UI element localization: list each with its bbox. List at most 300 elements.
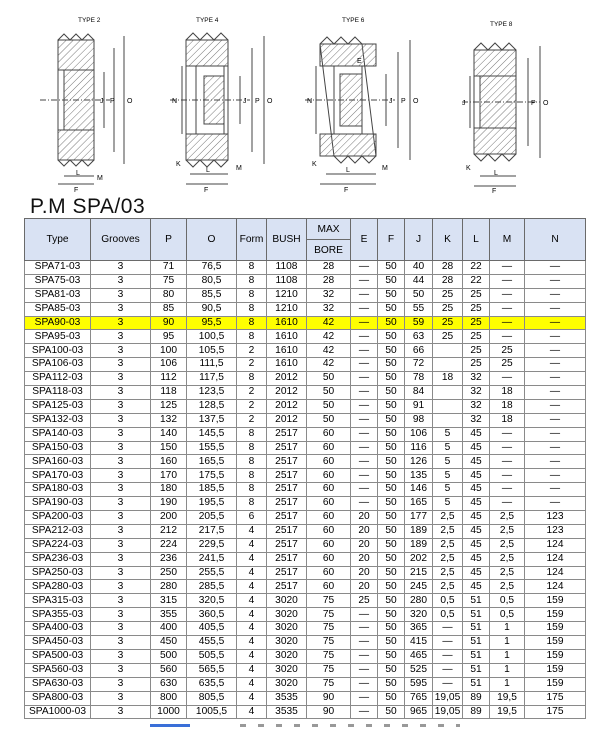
table-cell: 45 (463, 538, 490, 552)
table-cell: — (490, 302, 525, 316)
table-cell: 117,5 (187, 372, 237, 386)
table-cell: — (351, 469, 378, 483)
table-cell: — (525, 358, 586, 372)
table-cell: 2517 (267, 566, 307, 580)
table-cell: 32 (463, 386, 490, 400)
table-cell: 25 (463, 302, 490, 316)
table-cell: 50 (307, 386, 351, 400)
table-cell: 8 (237, 288, 267, 302)
table-cell: 18 (433, 372, 463, 386)
table-cell: 405,5 (187, 622, 237, 636)
table-cell: 25 (463, 288, 490, 302)
table-cell: 4 (237, 608, 267, 622)
table-cell: 1 (490, 649, 525, 663)
table-cell: 75 (307, 649, 351, 663)
table-cell: 60 (307, 427, 351, 441)
table-cell: 50 (378, 511, 405, 525)
table-cell: 22 (463, 274, 490, 288)
table-cell: 28 (307, 261, 351, 275)
table-cell: 89 (463, 691, 490, 705)
table-row (25, 497, 586, 511)
table-cell: 112 (151, 372, 187, 386)
table-cell: 177 (405, 511, 433, 525)
dim-label: J (243, 98, 247, 105)
table-cell: 2,5 (490, 524, 525, 538)
table-cell: SPA250-03 (25, 566, 91, 580)
table-cell: 111,5 (187, 358, 237, 372)
table-cell: 140 (151, 427, 187, 441)
table-row (25, 566, 586, 580)
table-cell: SPA81-03 (25, 288, 91, 302)
table-cell: 50 (378, 580, 405, 594)
table-cell: 51 (463, 636, 490, 650)
table-cell: 4 (237, 691, 267, 705)
diagram-type-8-label: TYPE 8 (490, 21, 513, 28)
table-cell: 60 (307, 552, 351, 566)
table-cell: SPA150-03 (25, 441, 91, 455)
table-cell: 2517 (267, 483, 307, 497)
table-cell: 146 (405, 483, 433, 497)
table-cell: 5 (433, 483, 463, 497)
table-cell: 145,5 (187, 427, 237, 441)
table-cell: 3 (91, 580, 151, 594)
table-row (25, 524, 586, 538)
table-cell: SPA400-03 (25, 622, 91, 636)
table-cell: — (351, 649, 378, 663)
table-cell: 3535 (267, 705, 307, 719)
table-cell: 28 (307, 274, 351, 288)
table-cell: SPA118-03 (25, 386, 91, 400)
table-cell: 2,5 (433, 524, 463, 538)
col-header-max: MAX (307, 219, 351, 240)
table-cell: SPA190-03 (25, 497, 91, 511)
table-cell: 159 (525, 663, 586, 677)
dim-label: M (97, 175, 103, 182)
table-cell: 165 (405, 497, 433, 511)
table-cell: 135 (405, 469, 433, 483)
dim-label: K (176, 161, 181, 168)
table-cell: 50 (378, 552, 405, 566)
dim-label: F (492, 188, 497, 195)
table-cell: 8 (237, 261, 267, 275)
table-row (25, 594, 586, 608)
table-cell: 1108 (267, 274, 307, 288)
table-cell: 175 (525, 691, 586, 705)
dim-label: J (389, 98, 393, 105)
table-cell: 0,5 (433, 608, 463, 622)
table-cell: 50 (378, 524, 405, 538)
table-cell: 229,5 (187, 538, 237, 552)
table-cell: 195,5 (187, 497, 237, 511)
table-cell: 3 (91, 455, 151, 469)
diagram-type-4-label: TYPE 4 (196, 17, 219, 24)
table-cell: 415 (405, 636, 433, 650)
table-cell: 25 (490, 344, 525, 358)
table-cell: 2,5 (433, 511, 463, 525)
table-cell: 50 (378, 649, 405, 663)
table-cell: 224 (151, 538, 187, 552)
table-cell: 90 (307, 705, 351, 719)
table-cell: 90 (307, 691, 351, 705)
table-cell: 75 (307, 636, 351, 650)
table-cell: 32 (307, 288, 351, 302)
table-cell: 50 (378, 386, 405, 400)
table-cell: 2012 (267, 413, 307, 427)
table-cell: 400 (151, 622, 187, 636)
table-cell: 2517 (267, 427, 307, 441)
table-cell: 25 (433, 288, 463, 302)
table-cell: 116 (405, 441, 433, 455)
table-cell: — (351, 497, 378, 511)
table-cell: 2517 (267, 524, 307, 538)
table-cell: 80,5 (187, 274, 237, 288)
table-cell: 455,5 (187, 636, 237, 650)
table-cell: SPA90-03 (25, 316, 91, 330)
table-cell: 32 (463, 413, 490, 427)
table-cell: — (351, 441, 378, 455)
table-cell: SPA71-03 (25, 261, 91, 275)
table-cell: 89 (463, 705, 490, 719)
table-cell: 20 (351, 524, 378, 538)
table-cell: 50 (378, 483, 405, 497)
table-cell: 123,5 (187, 386, 237, 400)
table-cell: 76,5 (187, 261, 237, 275)
table-cell: 45 (463, 511, 490, 525)
table-cell: 25 (433, 302, 463, 316)
table-row (25, 288, 586, 302)
table-cell: 965 (405, 705, 433, 719)
table-cell: 42 (307, 316, 351, 330)
table-cell: 42 (307, 330, 351, 344)
table-cell: 155,5 (187, 441, 237, 455)
table-cell: 0,5 (490, 608, 525, 622)
table-cell: 595 (405, 677, 433, 691)
table-cell: 78 (405, 372, 433, 386)
table-cell: — (525, 413, 586, 427)
table-cell: 2,5 (490, 566, 525, 580)
table-cell: 3 (91, 399, 151, 413)
table-row (25, 302, 586, 316)
table-cell: 45 (463, 455, 490, 469)
table-cell: — (351, 261, 378, 275)
table-cell: 3 (91, 441, 151, 455)
table-cell: 45 (463, 566, 490, 580)
table-cell: 4 (237, 594, 267, 608)
table-cell: 3 (91, 427, 151, 441)
table-cell: 50 (378, 677, 405, 691)
table-cell: — (525, 386, 586, 400)
table-cell: — (525, 274, 586, 288)
table-cell: 189 (405, 524, 433, 538)
table-cell: 5 (433, 441, 463, 455)
table-cell: — (351, 302, 378, 316)
table-cell: 3 (91, 705, 151, 719)
table-cell: 4 (237, 580, 267, 594)
table-cell: — (351, 636, 378, 650)
table-cell: 50 (378, 274, 405, 288)
table-cell: 3 (91, 552, 151, 566)
table-cell: 25 (433, 330, 463, 344)
table-cell: 5 (433, 497, 463, 511)
table-cell: 28 (433, 261, 463, 275)
table-cell: 8 (237, 455, 267, 469)
table-cell: — (525, 469, 586, 483)
table-cell: — (490, 497, 525, 511)
table-cell: 565,5 (187, 663, 237, 677)
table-cell: — (490, 288, 525, 302)
table-cell: 50 (307, 413, 351, 427)
table-cell: — (490, 274, 525, 288)
table-cell: 2517 (267, 441, 307, 455)
table-cell: 8 (237, 469, 267, 483)
table-cell: 630 (151, 677, 187, 691)
table-cell: 75 (307, 677, 351, 691)
col-header-l: L (463, 219, 490, 261)
table-cell: 3 (91, 497, 151, 511)
table-cell: 150 (151, 441, 187, 455)
table-row (25, 622, 586, 636)
col-header-k: K (433, 219, 463, 261)
table-cell: 4 (237, 649, 267, 663)
table-cell: 90 (151, 316, 187, 330)
table-cell: SPA132-03 (25, 413, 91, 427)
table-cell: 4 (237, 636, 267, 650)
table-cell: 3 (91, 677, 151, 691)
table-cell: 72 (405, 358, 433, 372)
table-cell: 3 (91, 566, 151, 580)
table-cell: 3020 (267, 636, 307, 650)
table-cell: 45 (463, 441, 490, 455)
table-cell: 800 (151, 691, 187, 705)
table-cell: 5 (433, 469, 463, 483)
table-cell: 100,5 (187, 330, 237, 344)
table-cell: SPA75-03 (25, 274, 91, 288)
table-cell: 280 (405, 594, 433, 608)
dim-label: O (267, 98, 273, 105)
table-cell: 236 (151, 552, 187, 566)
table-cell: — (525, 302, 586, 316)
table-cell: 45 (463, 552, 490, 566)
table-cell: 2,5 (490, 511, 525, 525)
table-cell: 159 (525, 622, 586, 636)
table-cell: 50 (378, 358, 405, 372)
table-cell: 5 (433, 427, 463, 441)
table-cell: 123 (525, 524, 586, 538)
table-cell: 25 (490, 358, 525, 372)
table-cell: 1610 (267, 316, 307, 330)
table-cell: 44 (405, 274, 433, 288)
table-cell: 3020 (267, 622, 307, 636)
table-row (25, 608, 586, 622)
table-cell: 4 (237, 566, 267, 580)
diagram-type-8 (462, 21, 549, 195)
table-cell: 2517 (267, 455, 307, 469)
dim-label: M (236, 165, 242, 172)
col-header-type: Type (25, 219, 91, 261)
table-cell: 1610 (267, 330, 307, 344)
table-cell: — (433, 677, 463, 691)
table-cell: 85 (151, 302, 187, 316)
table-cell: 90,5 (187, 302, 237, 316)
table-cell: 50 (378, 372, 405, 386)
dim-label: F (344, 187, 349, 194)
table-cell: 1108 (267, 261, 307, 275)
table-cell: 95 (151, 330, 187, 344)
dim-label: O (413, 98, 419, 105)
table-row-highlighted (25, 316, 586, 330)
table-cell: 1 (490, 622, 525, 636)
table-cell: 159 (525, 636, 586, 650)
table-cell: 20 (351, 552, 378, 566)
table-cell: 2,5 (433, 580, 463, 594)
dim-label: N (172, 98, 178, 105)
table-cell: SPA112-03 (25, 372, 91, 386)
table-cell: 159 (525, 677, 586, 691)
dim-label: L (206, 167, 210, 174)
table-cell: 91 (405, 399, 433, 413)
table-cell: 159 (525, 649, 586, 663)
table-cell: 2 (237, 413, 267, 427)
table-cell: 132 (151, 413, 187, 427)
table-cell: 50 (378, 469, 405, 483)
table-cell: 51 (463, 677, 490, 691)
table-cell: 560 (151, 663, 187, 677)
table-cell: 1000 (151, 705, 187, 719)
table-cell: 105,5 (187, 344, 237, 358)
table-row (25, 511, 586, 525)
table-cell: 3 (91, 302, 151, 316)
table-cell: 28 (433, 274, 463, 288)
table-cell: 200 (151, 511, 187, 525)
table-cell: 45 (463, 497, 490, 511)
table-cell: — (351, 386, 378, 400)
table-cell: 3 (91, 358, 151, 372)
table-row (25, 649, 586, 663)
table-cell: SPA125-03 (25, 399, 91, 413)
col-header-bore: BORE (307, 240, 351, 261)
table-row (25, 372, 586, 386)
table-cell: 75 (307, 622, 351, 636)
table-cell: 500 (151, 649, 187, 663)
table-cell: 18 (490, 399, 525, 413)
table-cell: SPA106-03 (25, 358, 91, 372)
table-cell: 3 (91, 636, 151, 650)
table-cell: 50 (378, 636, 405, 650)
table-cell: 190 (151, 497, 187, 511)
table-cell: — (525, 399, 586, 413)
table-cell: 8 (237, 302, 267, 316)
table-cell: 124 (525, 580, 586, 594)
table-cell: — (351, 691, 378, 705)
table-cell: 50 (378, 288, 405, 302)
table-cell: 3 (91, 608, 151, 622)
dim-label: F (74, 187, 79, 194)
table-cell: SPA100-03 (25, 344, 91, 358)
table-cell: — (351, 663, 378, 677)
table-cell: 3 (91, 524, 151, 538)
dim-label: K (312, 161, 317, 168)
table-cell: 8 (237, 483, 267, 497)
table-cell: SPA355-03 (25, 608, 91, 622)
table-cell: 84 (405, 386, 433, 400)
table-cell: 4 (237, 538, 267, 552)
table-cell: — (351, 358, 378, 372)
table-cell: 50 (378, 497, 405, 511)
dim-label: M (382, 165, 388, 172)
table-cell: — (351, 330, 378, 344)
table-cell: 1210 (267, 288, 307, 302)
table-cell: 60 (307, 580, 351, 594)
table-cell: 60 (307, 441, 351, 455)
table-cell: 3 (91, 663, 151, 677)
table-cell: 3 (91, 372, 151, 386)
table-cell: 2,5 (490, 580, 525, 594)
table-cell: SPA500-03 (25, 649, 91, 663)
table-cell: 360,5 (187, 608, 237, 622)
table-cell: 137,5 (187, 413, 237, 427)
table-cell: 8 (237, 441, 267, 455)
table-cell: 2012 (267, 399, 307, 413)
table-cell: 189 (405, 538, 433, 552)
table-cell: 8 (237, 316, 267, 330)
table-cell: 2,5 (433, 538, 463, 552)
table-cell: — (433, 622, 463, 636)
table-cell: 320,5 (187, 594, 237, 608)
diagram-type-4 (170, 17, 273, 194)
table-cell: 50 (378, 344, 405, 358)
table-cell: — (490, 261, 525, 275)
table-cell: — (351, 288, 378, 302)
table-cell: — (525, 497, 586, 511)
table-cell: 2012 (267, 386, 307, 400)
table-cell: 60 (307, 538, 351, 552)
table-cell: 19,5 (490, 705, 525, 719)
table-cell: 2 (237, 399, 267, 413)
table-cell: 22 (463, 261, 490, 275)
dim-label: O (543, 100, 549, 107)
table-row (25, 483, 586, 497)
table-cell: 212 (151, 524, 187, 538)
table-cell: 60 (307, 469, 351, 483)
table-cell: 215 (405, 566, 433, 580)
table-cell: — (525, 316, 586, 330)
dim-label: J (100, 98, 104, 105)
table-cell: — (351, 399, 378, 413)
table-cell: 160 (151, 455, 187, 469)
table-cell: — (490, 469, 525, 483)
table-cell (433, 413, 463, 427)
table-row (25, 469, 586, 483)
table-row (25, 677, 586, 691)
table-row (25, 330, 586, 344)
table-cell: 3 (91, 594, 151, 608)
table-cell: — (490, 455, 525, 469)
table-cell: 50 (378, 566, 405, 580)
dim-label: E (357, 58, 362, 65)
table-cell: 355 (151, 608, 187, 622)
table-cell: 3020 (267, 608, 307, 622)
table-cell: 3020 (267, 649, 307, 663)
table-cell: SPA236-03 (25, 552, 91, 566)
table-cell: 765 (405, 691, 433, 705)
table-cell: 525 (405, 663, 433, 677)
table-cell: 60 (307, 566, 351, 580)
table-cell: 45 (463, 483, 490, 497)
table-cell: SPA450-03 (25, 636, 91, 650)
table-cell: — (351, 608, 378, 622)
table-cell: SPA200-03 (25, 511, 91, 525)
table-row (25, 538, 586, 552)
